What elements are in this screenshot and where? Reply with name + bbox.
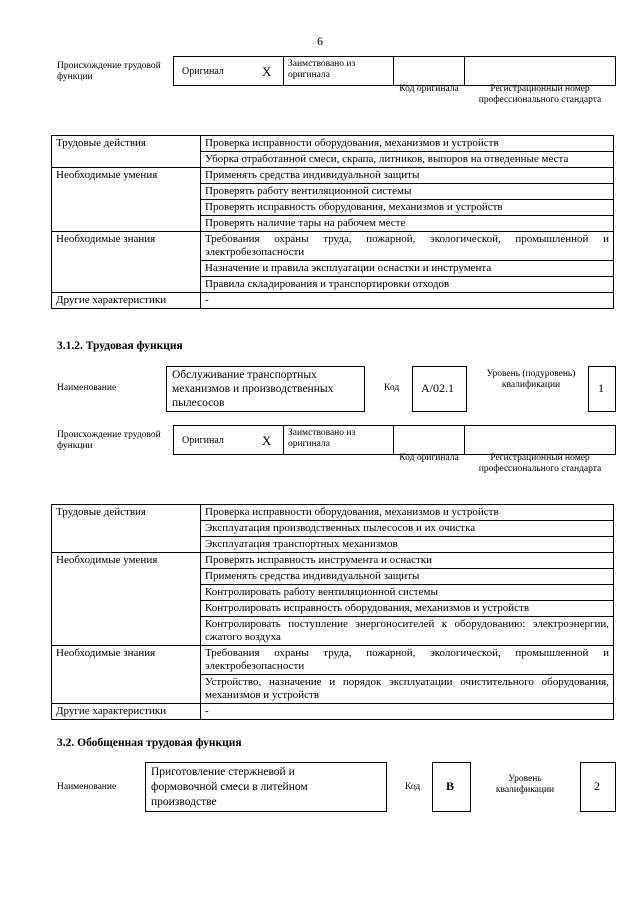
level-label: Уровень квалификации (495, 774, 555, 795)
original-text: Оригинал (182, 66, 224, 77)
original-mark: X (262, 64, 272, 79)
row-item: Правила складирования и транспортировки отходов (201, 277, 614, 293)
code-cell (432, 762, 471, 812)
function-name: Приготовление стержневой и формовочной смеси в литейном производстве (151, 766, 308, 808)
row-item: Уборка отработанной смеси, скрапа, литников, выпоров на отведенные места (201, 152, 614, 168)
reg-number-caption: Регистрационный номер профессионального стандарта (478, 84, 602, 105)
row-label: Трудовые действия (52, 505, 201, 553)
code-original-caption: Код оригинала (399, 84, 459, 94)
level-cell (588, 366, 616, 412)
row-label: Необходимые умения (52, 553, 201, 646)
borrowed-cell (283, 425, 394, 455)
level-value: 1 (598, 381, 604, 395)
borrowed-text: Заимствовано из оригинала (288, 428, 356, 449)
row-item: Контролировать исправность оборудования, механизмов и устройств (201, 601, 614, 617)
name-label: Наименование (57, 782, 117, 792)
page-number: 6 (317, 34, 323, 48)
row-item: Контролировать поступление энергоносителей к оборудованию: электроэнергии, сжатого воздуха (201, 617, 614, 646)
row-item: - (201, 293, 614, 309)
row-item: Проверять исправность инструмента и оснастки (201, 553, 614, 569)
original-cell (173, 425, 284, 455)
borrowed-cell (283, 56, 394, 86)
row-label: Необходимые умения (52, 168, 201, 232)
row-item: Эксплуатация транспортных механизмов (201, 537, 614, 553)
row-item: Применять средства индивидуальной защиты (201, 569, 614, 585)
function-name: Обслуживание транспортных механизмов и производственных пылесосов (172, 369, 334, 409)
row-item: - (201, 704, 614, 720)
row-item: Устройство, назначение и порядок эксплуатации очистительного оборудования, механизмов и устройств (201, 675, 614, 704)
row-item: Эксплуатация производственных пылесосов и их очистка (201, 521, 614, 537)
name-label: Наименование (57, 383, 117, 393)
code-label: Код (405, 782, 421, 792)
row-label: Трудовые действия (52, 136, 201, 168)
row-label: Необходимые знания (52, 232, 201, 293)
row-item: Проверка исправности оборудования, механизмов и устройств (201, 505, 614, 521)
original-cell (173, 56, 284, 86)
row-label: Другие характеристики (52, 704, 201, 720)
function-name-cell (145, 762, 387, 812)
code-cell (412, 366, 467, 412)
code-original-cell (393, 56, 465, 86)
row-item: Назначение и правила эксплуатации оснастки и инструмента (201, 261, 614, 277)
row-item: Применять средства индивидуальной защиты (201, 168, 614, 184)
row-item: Требования охраны труда, пожарной, экологической, промышленной и электробезопасности (201, 232, 614, 261)
level-label: Уровень (подуровень) квалификации (486, 369, 576, 390)
function-name-cell (166, 366, 365, 412)
code-original-cell (393, 425, 465, 455)
code-label: Код (384, 383, 400, 393)
row-item: Проверять работу вентиляционной системы (201, 184, 614, 200)
row-item: Контролировать работу вентиляционной системы (201, 585, 614, 601)
row-item: Проверка исправности оборудования, механизмов и устройств (201, 136, 614, 152)
row-item: Проверять исправность оборудования, механизмов и устройств (201, 200, 614, 216)
origin-label: Происхождение трудовой функции (57, 61, 161, 82)
work-function-table-1 (51, 135, 614, 309)
section-heading-32: 3.2. Обобщенная трудовая функция (57, 737, 242, 749)
row-label: Необходимые знания (52, 646, 201, 704)
work-function-table-2 (51, 504, 614, 720)
level-cell (580, 762, 616, 812)
section-heading-312: 3.1.2. Трудовая функция (57, 340, 183, 352)
borrowed-text: Заимствовано из оригинала (288, 59, 356, 80)
reg-number-cell (464, 425, 616, 455)
original-mark: X (262, 433, 272, 448)
row-item: Требования охраны труда, пожарной, экологической, промышленной и электробезопасности (201, 646, 614, 675)
code-value: A/02.1 (421, 381, 454, 395)
level-value: 2 (594, 779, 600, 793)
code-original-caption: Код оригинала (399, 453, 459, 463)
reg-number-caption: Регистрационный номер профессионального стандарта (478, 453, 602, 474)
row-label: Другие характеристики (52, 293, 201, 309)
row-item: Проверять наличие тары на рабочем месте (201, 216, 614, 232)
origin-label: Происхождение трудовой функции (57, 430, 161, 451)
code-value: B (446, 779, 455, 793)
reg-number-cell (464, 56, 616, 86)
original-text: Оригинал (182, 435, 224, 446)
